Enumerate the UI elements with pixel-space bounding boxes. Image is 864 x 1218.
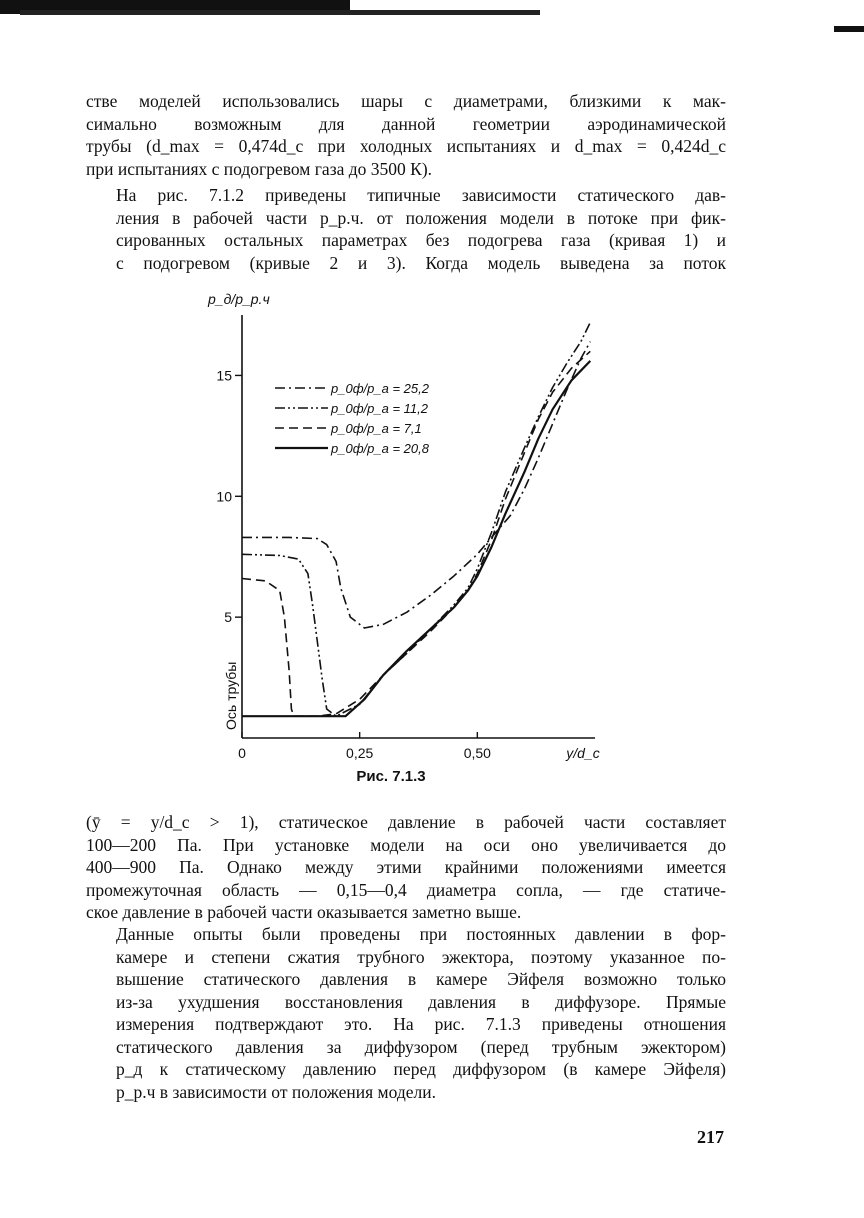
legend-entry-4: p_0ф/p_a = 20,8 (331, 441, 429, 456)
text-line: (ȳ = y/d_c > 1), статическое давление в рабочей части составляет (86, 812, 726, 832)
figure-caption (0, 768, 864, 785)
text-line: статического давления за диффузором (перед трубным эжектором) (116, 1036, 726, 1057)
text-line: из-за ухудшения восстановления давления в диффузоре. Прямые (116, 991, 726, 1012)
paragraph-2 (86, 184, 726, 274)
page-number: 217 (697, 1127, 724, 1147)
text-line: ское давление в рабочей части оказывается заметно выше. (86, 902, 522, 922)
text-line: вышение статического давления в камере Эйфеля возможно только (116, 969, 726, 989)
text-line: трубы (d_max = 0,474d_c при холодных испытаниях и d_max = 0,424d_c (86, 136, 726, 156)
text-line: p_д к статическому давлению перед диффузором (в камере Эйфеля) (116, 1059, 726, 1079)
figure-7-1-3 (200, 290, 620, 790)
scan-edge-artifact (834, 26, 864, 32)
text-line: стве моделей использовались шары с диаметрами, близкими к мак- (86, 91, 726, 111)
legend-entry-3: p_0ф/p_a = 7,1 (331, 421, 422, 436)
text-line: камере и степени сжатия трубного эжектора, поэтому указанное по- (116, 946, 726, 967)
paragraph-3 (86, 811, 726, 924)
scan-edge-artifact (20, 10, 540, 15)
text-line: сированных остальных параметрах без подогрева газа (кривая 1) и (116, 230, 726, 250)
text-line: p_р.ч в зависимости от положения модели. (116, 1081, 437, 1102)
figure-caption-text: Рис. 7.1.3 (356, 768, 426, 785)
x-tick-label: 0 (238, 745, 246, 761)
y-tick-label: 10 (216, 488, 232, 505)
x-tick-label: 0,25 (346, 745, 374, 761)
y-axis-label: p_д/p_р.ч (208, 291, 270, 307)
text-line: 400—900 Па. Однако между этими крайними положениями имеется (86, 857, 726, 877)
axis-annotation: Ось трубы (223, 661, 239, 730)
legend-entry-2: p_0ф/p_a = 11,2 (331, 401, 429, 416)
x-tick-label: 0,50 (463, 745, 491, 761)
text-line: измерения подтверждают это. На рис. 7.1.3 приведены отношения (116, 1014, 726, 1034)
x-axis-label: y/d_c (566, 745, 600, 761)
text-line: симально возможным для данной геометрии аэродинамической (86, 113, 726, 134)
paragraph-1 (86, 90, 726, 180)
paragraph-4 (86, 923, 726, 1103)
y-tick-label: 5 (224, 609, 232, 626)
legend-entry-1: p_0ф/p_a = 25,2 (331, 381, 429, 396)
text-line: 100—200 Па. При установке модели на оси оно увеличивается до (86, 834, 726, 855)
pressure-ratio-chart (200, 290, 620, 790)
text-line: с подогревом (кривые 2 и 3). Когда модель выведена за поток (116, 252, 726, 273)
text-line: ления в рабочей части p_р.ч. от положения модели в потоке при фик- (116, 207, 726, 228)
text-line: Данные опыты были проведены при постоянных давлении в фор- (116, 924, 726, 944)
text-line: На рис. 7.1.2 приведены типичные зависимости статического дав- (116, 185, 726, 205)
text-line: при испытаниях с подогревом газа до 3500 К). (86, 158, 433, 179)
y-tick-label: 15 (216, 367, 232, 384)
text-line: промежуточная область — 0,15—0,4 диаметра сопла, — где статиче- (86, 879, 726, 900)
